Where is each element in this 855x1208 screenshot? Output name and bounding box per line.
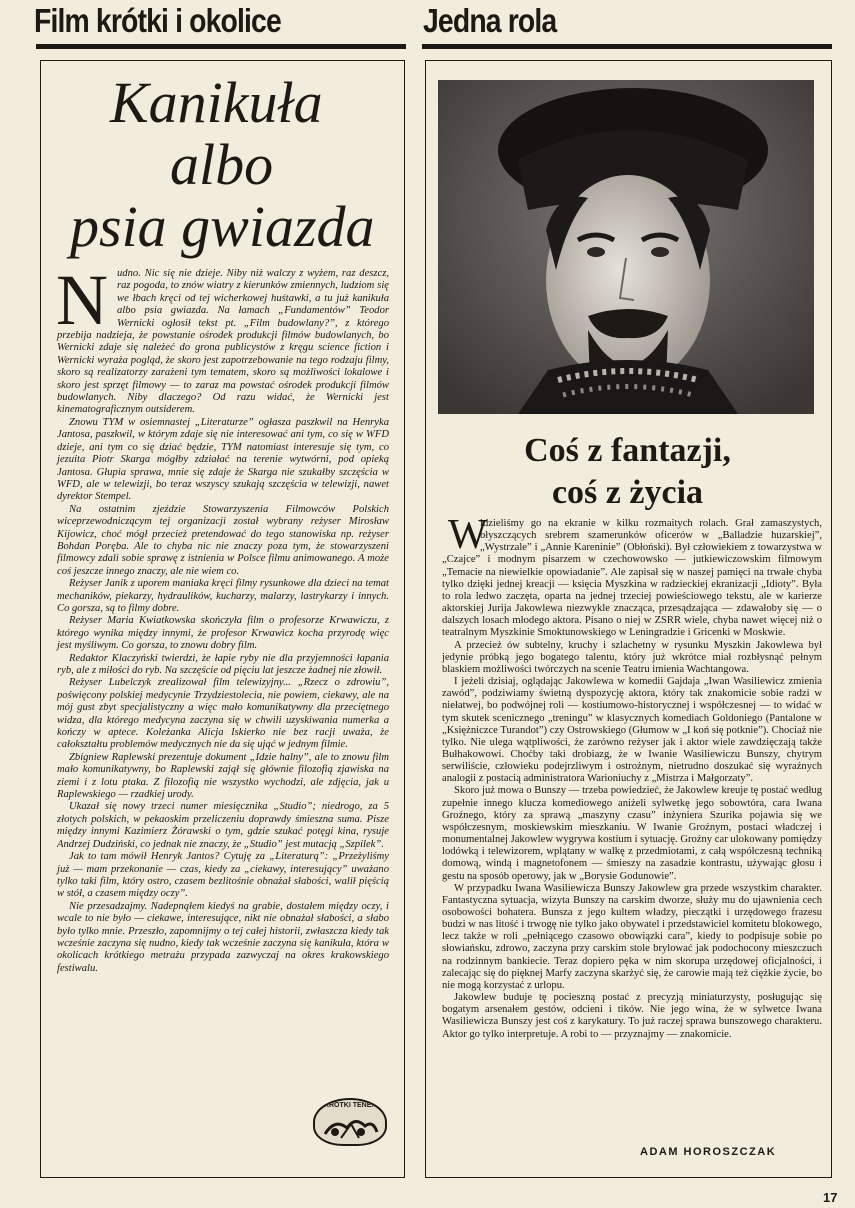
body-paragraph: idzieliśmy go na ekranie w kilku rozmaitych rolach. Grał zamaszystych, błyszczących srebrem szamerunków oficerów w „Balladzie huzarskiej”, „Wystrzale” i „Annie Kareninie” (Obłoński). Był człowiekiem z towarzystwa w „Czajce” i modnym pisarzem w czechowowsko — jutkiewiczowskim filmowym „Temacie na niewielkie opowiadanie”. Ale zapisał się w naszej pamięci na trwałe chyba tylko dzięki jednej kreacji — księcia Myszkina w radzieckiej ekranizacji „Idioty”. Była to rola ledwo zaczęta, oparta na jednej trzeciej powieściowego tekstu, ale w karierze aktorskiej Jurija Jakowlewa niezwykle znacząca, przesądzająca — zdawałoby się — o dalszych losach młodego aktora. Pisano o niej w ZSRR wiele, chyba nawet więcej niż o teatralnym Myszkinie Smoktunowskiego w Leningradzie i Gricenki w Moskwie. bbox=[442, 518, 822, 639]
page-number: 17 bbox=[823, 1190, 838, 1205]
actor-portrait-photo bbox=[438, 80, 814, 414]
stamp-figure-icon bbox=[321, 1112, 379, 1140]
body-paragraph: I jeżeli dzisiaj, oglądając Jakowlewa w komedii Gajdaja „Iwan Wasiliewicz zmienia zawód”, podziwiamy świetną dyspozycję aktora, który tak znakomicie sobie radzi w niełatwej, bo podwójnej roli — kostiumowo-historycznej i współczesnej — to widać w tym skutek scenicznego „treningu” w klasycznych komediach Goldoniego (Pantalone w „Księżniczce Turandot”) czy Ostrowskiego (Głumow w „I koń się potknie”). Chociaż nie tylko. Nie ulega wątpliwości, że zarówno reżyser jak i aktor wiele zawdzięczają także Bułhakowowi. Choćby taki drobiazg, że w Iwanie Wasiliewiczu Bunszy, chytrym serwiliście, człowieku podejrzliwym i ostrożnym, nietrudno doszukać się wyraźnych analogii z postacią administratora Warioniuchy z „Mistrza i Małgorzaty”. bbox=[442, 676, 822, 785]
title-line: psia gwiazda bbox=[70, 194, 375, 259]
right-article-body bbox=[442, 518, 822, 1041]
body-paragraph: W przypadku Iwana Wasiliewicza Bunszy Jakowlew gra przede wszystkim charakter. Fantastyczna sytuacja, wizyta Bunszy na carskim dworze, służy mu do ujawnienia cech osobowości bohatera. Bunsza z jego kultem władzy, pieczątki i urzędowego frazesu budzi w nas litość i trwogę nie tylko jako obywatel i przedstawiciel komitetu blokowego, lecz także w roli „pełniącego czasowo obowiązki cara”, kiedy to podpisuje sobie po słowiańsku, zdrowo, zaczyna przy carskim stole brylować jak podochocony mieszczuch na rodzinnym bankiecie. Teraz dopiero pęka w nim skorupa urzędowej oficjalności, i zalecając się do pięknej Marfy zaczyna skarżyć się, że carowie mają też ciężkie życie, bo nie mogą korzystać z urlopu. bbox=[442, 882, 822, 991]
left-article-title bbox=[70, 72, 400, 258]
title-line: albo bbox=[170, 132, 274, 197]
headline-line: Coś z fantazji, bbox=[524, 432, 731, 469]
body-paragraph: Zbigniew Raplewski prezentuje dokument „Idzie halny”, ale to znowu film mało komunikatywny, bo Raplewski zajął się głównie filozofią zjawiska na ziemi i z lotu ptaka. Z filozofią nie wszystko wychodzi, ale zdjęcia, jak u Raplewskiego — rzadkiej urody. bbox=[57, 751, 389, 801]
left-dropcap: N bbox=[56, 260, 108, 340]
body-paragraph: udno. Nic się nie dzieje. Niby niż walczy z wyżem, raz deszcz, raz pogoda, to znów wiatry z kierunków zmiennych, ludziom się we łbach kręci od tej wicherkowej huśtawki, a tu już kanikuła albo psia gwiazda. Na łamach „Fundamentów” Teodor Wernicki ogłosił tekst pt. „Film budowlany?”, z którego przebija nadzieja, że powstanie ośrodek produkcji filmów budowlanych, bo Wernicki zdaje się należeć do grona publicystów z kręgu science fiction i Wernicki wyraża pogląd, że skoro jest zapotrzebowanie na tego rodzaju filmy, skoro są realizatorzy zarażeni tym tematem, skoro są możliwości lokalowe i skoro jest sprzęt filmowy — to zaraz ma powstać ośrodek produkcji filmów budowlanych. Niby dlaczego? Od razu widać, że Wernicki jest kinematograficznym outsiderem. bbox=[57, 268, 389, 416]
right-dropcap: W bbox=[448, 512, 488, 558]
left-article-body bbox=[57, 268, 389, 975]
section-rubric-right: Jedna rola bbox=[423, 2, 557, 39]
body-paragraph: Na ostatnim zjeździe Stowarzyszenia Filmowców Polskich wiceprzewodniczącym tej organizacji został wybrany reżyser Mirosław Kijowicz, choć mógł przecież pretendować do tego stanowiska np. reżyser Bohdan Poręba. Ale to chyba nic nie znaczy poza tym, że stowarzyszeni filmowcy zdali sobie sprawę z istnienia w Polsce filmu animowanego. A może coś jeszcze innego znaczy, ale nie wiem co. bbox=[57, 503, 389, 577]
body-paragraph: Redaktor Klaczyński twierdzi, że łapie ryby nie dla przyjemności łapania ryb, ale z miłości do ryb. Na szczęście od pięciu lat jeszcze żadnej nie złowił. bbox=[57, 652, 389, 676]
body-paragraph: A przecież ów subtelny, kruchy i szlachetny w rysunku Myszkin Jakowlewa był jedynie próbką jego bogatego talentu, który już wkrótce miał rozbłysnąć pełnym blaskiem możliwości twórczych na scenie Teatru imienia Wachtangowa. bbox=[442, 639, 822, 675]
body-paragraph: Jak to tam mówił Henryk Jantos? Cytuję za „Literaturą”: „Przeżyliśmy już — mam przekonanie — czas, kiedy za „ciekawy, interesujący” uważano tylko taki film, który ostro, czasem bezlitośnie obnażał słabości, walił pięścią w stół, a czasem między oczy”. bbox=[57, 851, 389, 900]
portrait-illustration bbox=[438, 80, 814, 414]
body-paragraph: Jakowlew buduje tę pocieszną postać z precyzją miniaturzysty, posługując się bogatym arsenałem gestów, odcieni i tików. Nie jego wina, że w sylwetce Iwana Wasiliewicza Bunszy jest coś z karykatury. To już raczej sprawa bunszowego charakteru. Aktor go tylko interpretuje. A robi to — przyznajmy — znakomicie. bbox=[442, 992, 822, 1040]
rubric-rule-left bbox=[36, 44, 406, 49]
rubric-rule-right bbox=[422, 44, 832, 49]
body-paragraph: Skoro już mowa o Bunszy — trzeba powiedzieć, że Jakowlew kreuje tę postać według zupełnie innego klucza komediowego aniżeli sylwetkę jego sobowtóra, cara Iwana Groźnego, który za sprawą „maszyny czasu” inżyniera Szurika pojawia się we współczesnym, moskiewskim mieszkaniu. W Iwanie Groźnym, postaci władczej i monumentalnej Jakowlew wygrywa kostium i sytuację. Groźny car ulokowany pomiędzy lodówką i telewizorem, wplątany w walkę z przedmiotami, z całą współczesną techniką domową, windą i magnetofonem — śmieszy na zasadzie kontrastu, używając głosu i gestu na sposób operowy, jak w „Borysie Godunowie”. bbox=[442, 785, 822, 882]
body-paragraph: Reżyser Janik z uporem maniaka kręci filmy rysunkowe dla dzieci na temat mechaników, piekarzy, hydraulików, kucharzy, malarzy, lastrykarzy i innych. Co gorsza, są to filmy dobre. bbox=[57, 578, 389, 614]
stamp-label: KRÓTKI TENEX bbox=[323, 1102, 377, 1109]
column-logo-stamp bbox=[313, 1098, 387, 1146]
headline-line: coś z życia bbox=[551, 474, 704, 511]
body-paragraph: Znowu TYM w osiemnastej „Literaturze” ogłasza paszkwil na Henryka Jantosa, paszkwil, w którym zdaje się nie interesować ani tym, co się w WFD dzieje, ani tym co się dziać będzie, TYM natomiast interesuje się tym, co jezuita Piotr Skarga mógłby zdziałać na terenie wytwórni, pod opieką Jantosa. Głupia sprawa, mnie się zdaje że Skarga nie szukałby szczęścia w WFD, ale w telewizji, bo teraz wszyscy szukają szczęścia w telewizji, nawet dyrektor Stempel. bbox=[57, 416, 389, 503]
section-rubric-left: Film krótki i okolice bbox=[34, 2, 281, 39]
right-article-headline bbox=[430, 430, 825, 514]
author-byline: ADAM HOROSZCZAK bbox=[640, 1146, 777, 1158]
title-line: Kanikuła bbox=[110, 70, 323, 135]
body-paragraph: Ukazał się nowy trzeci numer miesięcznika „Studio”; niedrogo, za 5 złotych polskich, w pekaoskim przeliczeniu doprawdy śmieszna suma. Pisze między innymi Kazimierz Żórawski o tym, gdzie szukać potęgi kina, rysuje Andrzej Dudziński, co jednak nie znaczy, że „Studio” jest mutacją „Szpilek”. bbox=[57, 801, 389, 850]
body-paragraph: Nie przesadzajmy. Nadepnąłem kiedyś na grabie, dostałem między oczy, i wcale to nie było — ciekawe, interesujące, nikt nie obnażał słabości, a słabo było tylko mnie. Przeszło, zapomnijmy o tej całej historii, zwłaszcza kiedy tak wcześnie zaczyna się nudno, kiedy tak wcześnie zaczyna się kanikuła, która w okolicach krótkiego metrażu przypada zazwyczaj na okres krakowskiego festiwalu. bbox=[57, 900, 389, 974]
body-paragraph: Reżyser Lubelczyk zrealizował film telewizyjny... „Rzecz o zdrowiu”, poświęcony polskiej medycynie Trzydziestolecia, nie powiem, ciekawy, ale na mój gust zbyt specjalistyczny a więc mało komunikatywny dla przeciętnego widza, dla którego medycyna zaczyna się w chwili uzyskiwania numerka a kończy w aptece. Koleżanka Alicja Iskierko nie bez racji uważa, że całokształtu problemów medycznych nie da się ująć w jednym filmie. bbox=[57, 677, 389, 751]
body-paragraph: Reżyser Maria Kwiatkowska skończyła film o profesorze Krwawiczu, z którego wynika między innymi, że profesor Krwawicz kocha przyrodę więc jest myśliwym. Co gorsza, to znowu dobry film. bbox=[57, 615, 389, 652]
